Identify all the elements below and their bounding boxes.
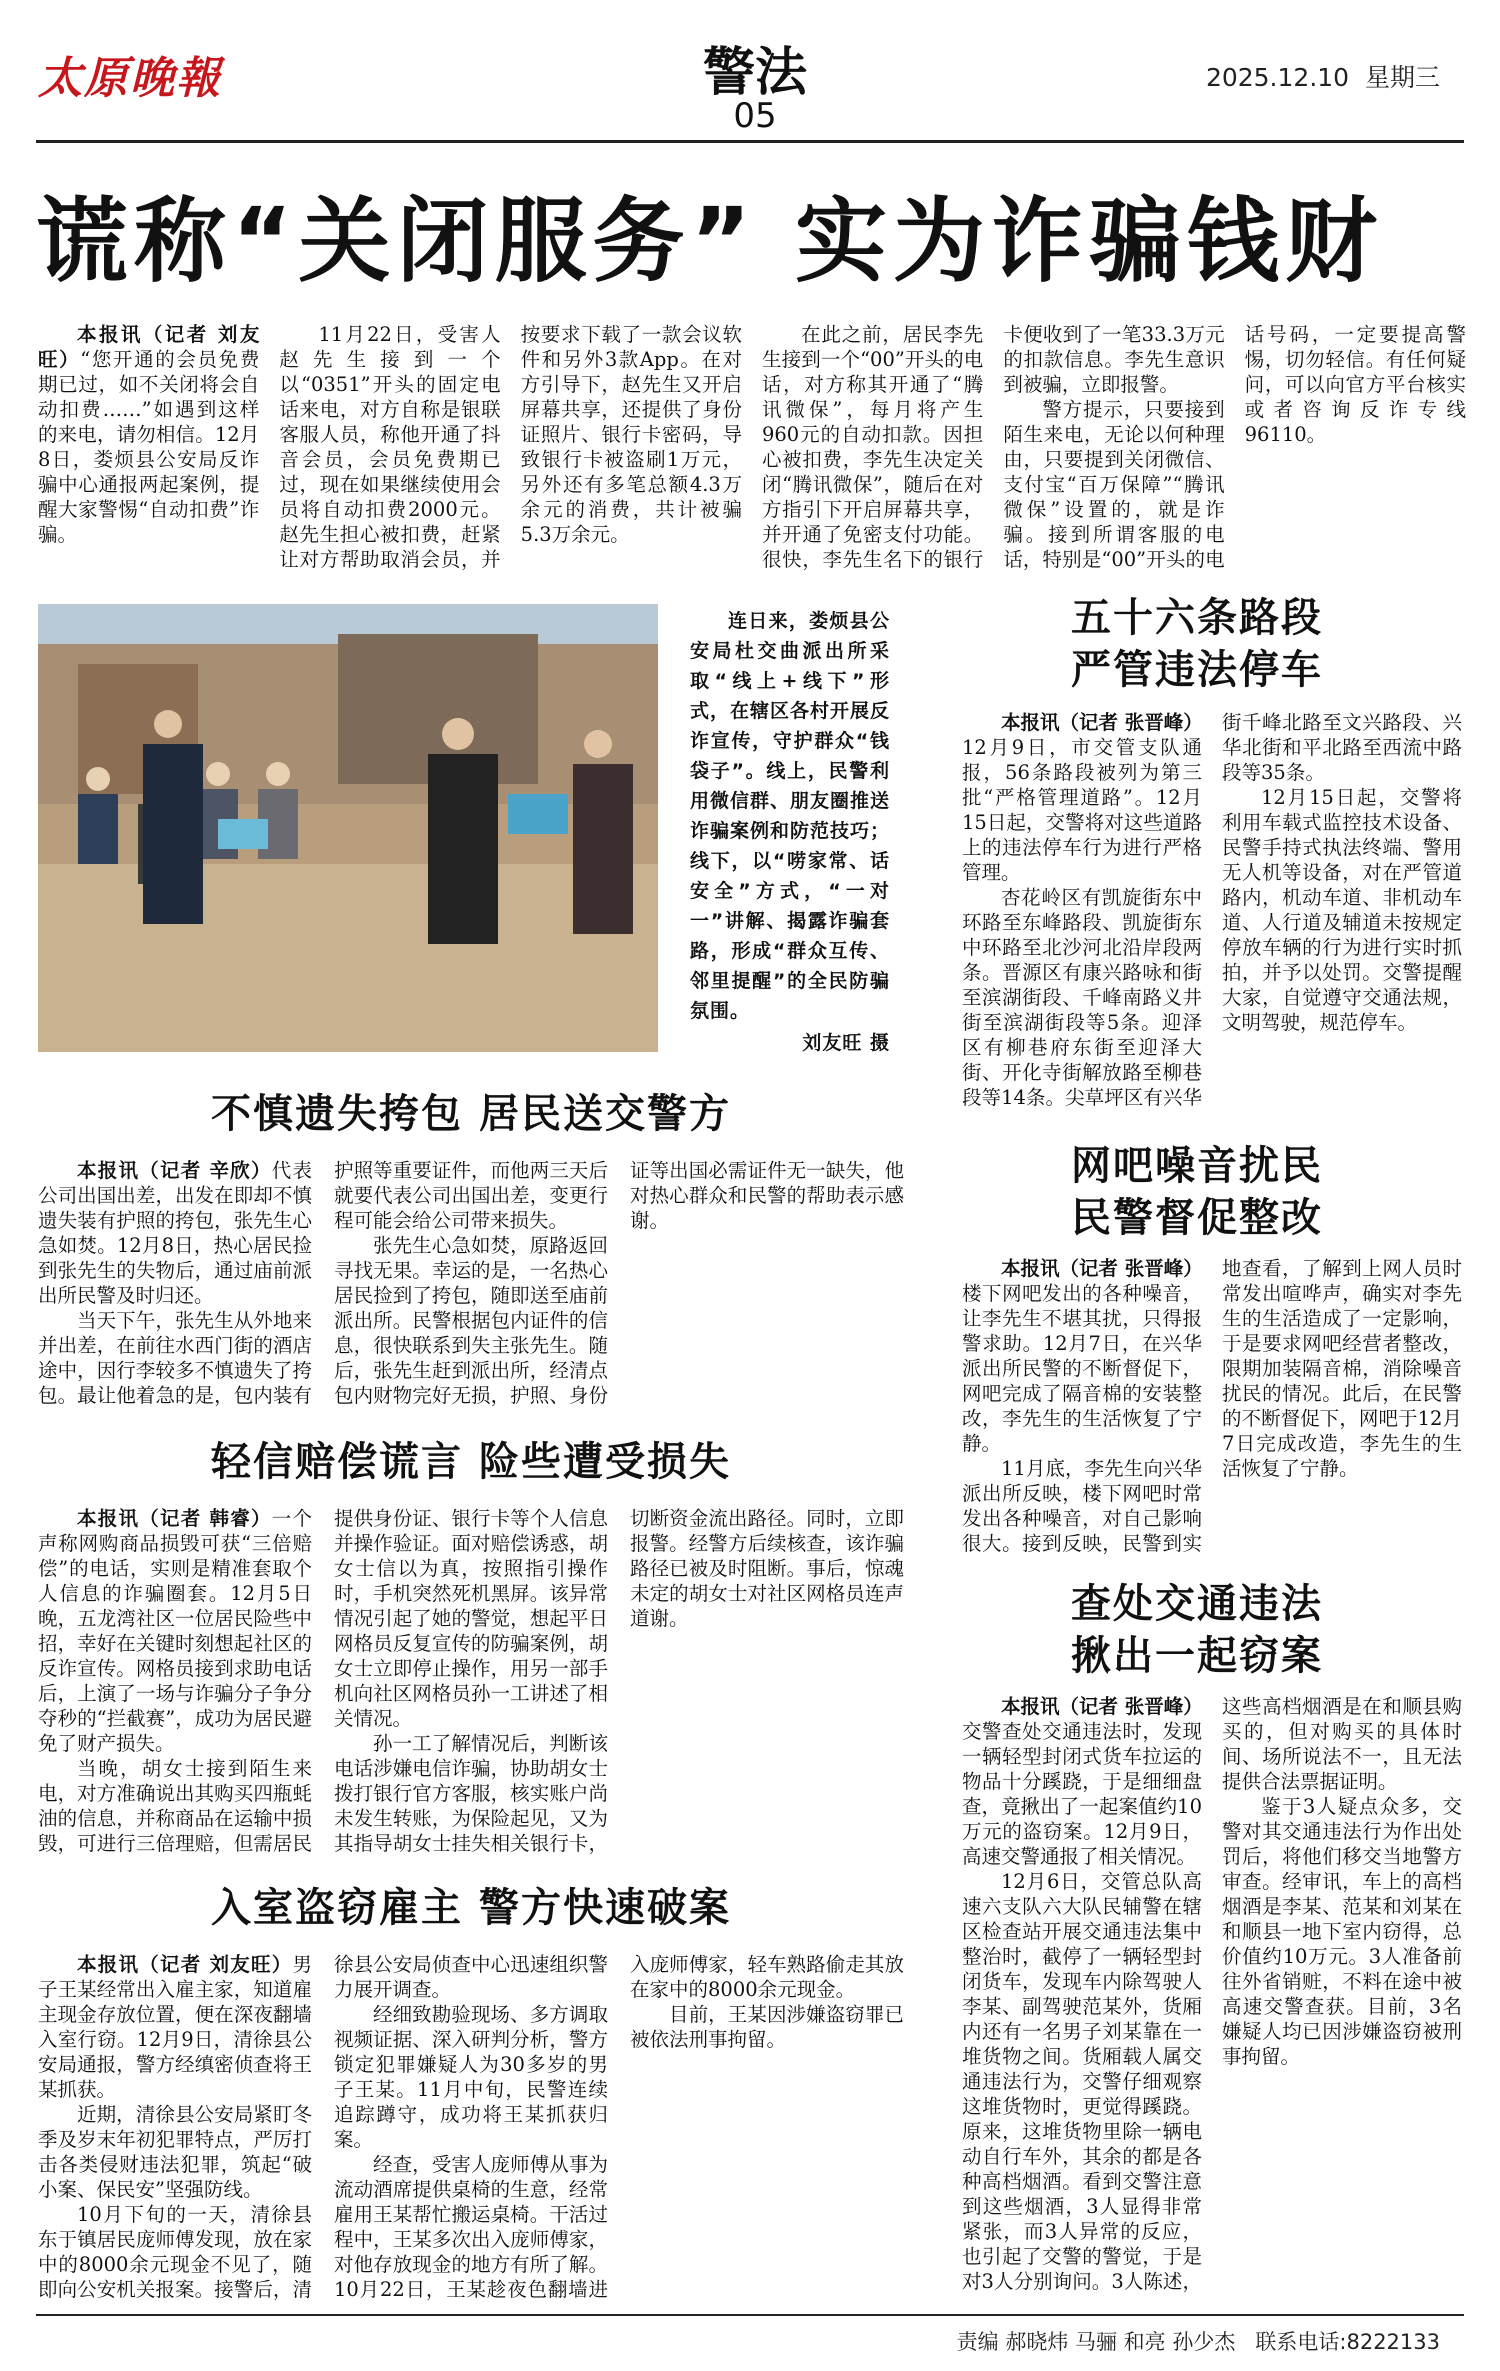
issue-date — [1206, 58, 1440, 94]
scam-p0 — [38, 1506, 312, 1756]
scam-p0-text: 一个声称网购商品损毁可获“三倍赔偿”的电话，实则是精准套取个人信息的诈骗圈套。12月5日晚，五龙湾社区一位居民险些中招，幸好在关键时刻想起社区的反诈宣传。网格员接到求助电话后，上演了一场与诈骗分子争分夺秒的“拦截赛”，成功为居民避免了财产损失。 — [38, 1507, 312, 1755]
footer-editors: 郝晓炜 马骊 和亮 孙少杰 — [1005, 2330, 1236, 2354]
theft-p2: 10月下旬的一天，清徐县东于镇居民庞师傅发现，放在家中的8000余元现金不见了，随即向公安机关报案。接警后，清徐县公安局侦查中心迅速组织警力展开调查。 — [38, 1953, 608, 2301]
noise-byline: 本报讯（记者 张晋峰） — [1001, 1257, 1203, 1280]
scam-article — [38, 1506, 904, 1862]
scam-byline: 本报讯（记者 韩睿） — [77, 1507, 272, 1530]
masthead-rule — [36, 140, 1464, 143]
page-number: 05 — [733, 96, 777, 136]
footer-phone: 8222133 — [1346, 2330, 1440, 2354]
bag-p0-text: 代表公司出国出差，出发在即却不慎遗失装有护照的挎包，张先生心急如焚。12月8日，热心居民捡到张先生的失物后，通过庙前派出所民警及时归还。 — [38, 1159, 312, 1307]
newspaper-logo: 太原晚報 — [38, 53, 222, 104]
photo-caption-text: 连日来，娄烦县公安局杜交曲派出所采取“线上+线下”形式，在辖区各村开展反诈宣传，守护群众“钱袋子”。线上，民警利用微信群、朋友圈推送诈骗案例和防范技巧；线下，以“唠家常、话安全”方式，“一对一”讲解、揭露诈骗套路，形成“群众互传、邻里提醒”的全民防骗氛围。 — [690, 610, 891, 1022]
parking-article — [962, 710, 1462, 1118]
bag-article — [38, 1158, 904, 1416]
lead-p3: 警方提示，只要接到陌生来电，无论以何种理由，只要提到关闭微信、支付宝“百万保障”“腾讯微保”设置的，就是诈骗。接到所谓客服的电话，特别是“00”开头的电话号码，一定要提高警惕，切勿轻信。有任何疑问，可以向官方平台核实或者咨询反诈专线96110。 — [1003, 323, 1466, 571]
theft-p5: 目前，王某因涉嫌盗窃罪已被依法刑事拘留。 — [630, 2003, 904, 2051]
footer-credits — [957, 2326, 1440, 2356]
photo-credit: 刘友旺 摄 — [802, 1032, 890, 1054]
bag-headline: 不慎遗失挎包 居民送交警方 — [211, 1091, 731, 1137]
lead-p1: 11月22日，受害人赵先生接到一个以“0351”开头的固定电话来电，对方自称是银联客服人员，称他开通了抖音会员，会员免费期已过，现在如果继续使用会员将自动扣费2000元。赵先生担心被扣费，赶紧让对方帮助取消会员，并按要求下载了一款会议软件和另外3款App。在对方引导下，赵先生又开启屏幕共享，还提供了身份证照片、银行卡密码，导致银行卡被盗刷1万元，另外还有多笔总额4.3万余元的消费，共计被骗5.3万余元。 — [279, 323, 742, 571]
traffic-byline: 本报讯（记者 张晋峰） — [1001, 1695, 1203, 1718]
traffic-article — [962, 1694, 1462, 2308]
photo-anti-fraud-campaign — [38, 604, 658, 1052]
lead-byline: 本报讯（记者 刘友旺） — [38, 323, 260, 371]
theft-p4: 经查，受害人庞师傅从事为流动酒席提供桌椅的生意，经常雇用王某帮忙搬运桌椅。干活过程中，王某多次出入庞师傅家，对他存放现金的地方有所了解。10月22日，王某趁夜色翻墙进入庞师傅家，轻车熟路偷走其放在家中的8000余元现金。 — [334, 1953, 904, 2301]
noise-article — [962, 1256, 1462, 1556]
bag-p0 — [38, 1158, 312, 1308]
theft-p3: 经细致勘验现场、多方调取视频证据、深入研判分析，警方锁定犯罪嫌疑人为30多岁的男子王某。11月中旬，民警连续追踪蹲守，成功将王某抓获归案。 — [334, 2003, 608, 2151]
theft-p0-text: 男子王某经常出入雇主家，知道雇主现金存放位置，便在深夜翻墙入室行窃。12月9日，清徐县公安局通报，警方经缜密侦查将王某抓获。 — [38, 1953, 312, 2101]
traffic-headline — [930, 1578, 1464, 1682]
lead-article — [38, 322, 1466, 586]
parking-byline: 本报讯（记者 张晋峰） — [1001, 711, 1203, 734]
bag-byline: 本报讯（记者 辛欣） — [77, 1159, 272, 1182]
parking-p2: 12月15日起，交警将利用车载式监控技术设备、民警手持式执法终端、警用无人机等设备，对在严管道路内，机动车道、非机动车道、人行道及辅道未按规定停放车辆的行为进行实时抓拍，并予以处罚。交警提醒大家，自觉遵守交通法规，文明驾驶，规范停车。 — [1222, 786, 1462, 1034]
footer-rule — [36, 2314, 1464, 2316]
traffic-p2: 鉴于3人疑点众多，交警对其交通违法行为作出处罚后，将他们移交当地警方审查。经审讯，车上的高档烟酒是李某、范某和刘某在和顺县一地下室内窃得，总价值约10万元。3人准备前往外省销赃，不料在途中被高速交警查获。目前，3名嫌疑人均已因涉嫌盗窃被刑事拘留。 — [1222, 1795, 1462, 2068]
bag-p1: 当天下午，张先生从外地来并出差，在前往水西门街的酒店途中，因行李较多不慎遗失了挎包。最让他着急的是，包内装有护照等重要证件，而他两三天后就要代表公司出国出差，变更行程可能会给公司带来损失。 — [38, 1159, 608, 1407]
lead-p2: 在此之前，居民李先生接到一个“00”开头的电话，对方称其开通了“腾讯微保”，每月将产生960元的自动扣款。因担心被扣费，李先生决定关闭“腾讯微保”，随后在对方指引下开启屏幕共享，并开通了免密支付功能。很快，李先生名下的银行卡便收到了一笔33.3万元的扣款信息。李先生意识到被骗，立即报警。 — [761, 323, 1225, 571]
photo-illustration — [38, 604, 658, 1052]
noise-p0 — [962, 1256, 1202, 1456]
scam-p2: 孙一工了解情况后，判断该电话涉嫌电信诈骗，协助胡女士拨打银行官方客服，核实账户尚未发生转账，为保险起见，又为其指导胡女士挂失相关银行卡，切断资金流出路径。同时，立即报警。经警方后续核查，该诈骗路径已被及时阻断。事后，惊魂未定的胡女士对社区网格员连声道谢。 — [334, 1507, 904, 1855]
footer-editor-label: 责编 — [956, 2330, 999, 2354]
parking-headline — [930, 592, 1464, 696]
traffic-p1: 12月6日，交管总队高速六支队六大队民辅警在辖区检查站开展交通违法集中整治时，截停了一辆轻型封闭货车，发现车内除驾驶人李某、副驾驶范某外，货厢内还有一名男子刘某靠在一堆货物之间。货厢载人属交通违法行为，交警仔细观察这堆货物时，更觉得蹊跷。原来，这堆货物里除一辆电动自行车外，其余的都是各种高档烟酒。看到交警注意到这些烟酒，3人显得非常紧张，而3人异常的反应，也引起了交警的警觉，于是对3人分别询问。3人陈述，这些高档烟酒是在和顺县购买的，但对购买的具体时间、场所说法不一，且无法提供合法票据证明。 — [962, 1695, 1462, 2293]
traffic-headline-line1: 查处交通违法 — [1071, 1581, 1323, 1627]
noise-p1: 11月底，李先生向兴华派出所反映，楼下网吧时常发出各种噪音，对自己影响很大。接到反映，民警到实地查看，了解到上网人员时常发出喧哗声，确实对李先生的生活造成了一定影响，于是要求网吧经营者整改，限期加装隔音棉，消除噪音扰民的情况。此后，在民警的不断督促下，网吧于12月7日完成改造，李先生的生活恢复了宁静。 — [962, 1257, 1462, 1555]
theft-headline: 入室盗窃雇主 警方快速破案 — [211, 1885, 731, 1931]
weekday: 星期三 — [1364, 63, 1440, 92]
date: 2025.12.10 — [1205, 63, 1350, 92]
theft-article — [38, 1952, 904, 2308]
footer-phone-label: 联系电话: — [1255, 2330, 1347, 2354]
traffic-p0 — [962, 1694, 1202, 1869]
parking-p1: 杏花岭区有凯旋街东中环路至东峰路段、凯旋街东中环路至北沙河北沿岸段两条。晋源区有康兴路咏和街至滨湖街段、千峰南路义井街至滨湖街段等5条。迎泽区有柳巷府东街至迎泽大街、开化寺街解放路至柳巷段等14条。尖草坪区有兴华街千峰北路至文兴路段、兴华北街和平北路至西流中路段等35条。 — [962, 711, 1462, 1109]
parking-p0-text: 12月9日，市交管支队通报，56条路段被列为第三批“严格管理道路”。12月15日起，交警将对这些道路上的违法停车行为进行严格管理。 — [962, 736, 1202, 884]
noise-headline — [930, 1140, 1464, 1244]
main-headline: 谎称“关闭服务” 实为诈骗钱财 — [36, 188, 1383, 295]
scam-headline: 轻信赔偿谎言 险些遭受损失 — [211, 1439, 731, 1485]
parking-p0 — [962, 710, 1202, 885]
theft-p0 — [38, 1952, 312, 2102]
traffic-headline-line2: 揪出一起窃案 — [1071, 1633, 1323, 1679]
noise-headline-line1: 网吧噪音扰民 — [1071, 1143, 1323, 1189]
section-name: 警法 — [702, 42, 807, 103]
theft-p1: 近期，清徐县公安局紧盯冬季及岁末年初犯罪特点，严厉打击各类侵财违法犯罪，筑起“破小案、保民安”坚强防线。 — [38, 2103, 312, 2201]
parking-headline-line1: 五十六条路段 — [1071, 595, 1323, 641]
bag-p2: 张先生心急如焚，原路返回寻找无果。幸运的是，一名热心居民捡到了挎包，随即送至庙前派出所。民警根据包内证件的信息，很快联系到失主张先生。随后，张先生赶到派出所，经清点包内财物完好无损，护照、身份证等出国必需证件无一缺失，他对热心群众和民警的帮助表示感谢。 — [334, 1159, 904, 1407]
photo-caption — [690, 606, 890, 1058]
noise-p0-text: 楼下网吧发出的各种噪音，让李先生不堪其扰，只得报警求助。12月7日，在兴华派出所民警的不断督促下，网吧完成了隔音棉的安装整改，李先生的生活恢复了宁静。 — [962, 1282, 1202, 1455]
parking-headline-line2: 严管违法停车 — [1071, 647, 1323, 693]
theft-byline: 本报讯（记者 刘友旺） — [77, 1953, 293, 1976]
lead-p0-text: “您开通的会员免费期已过，如不关闭将会自动扣费……”如遇到这样的来电，请勿相信。12月8日，娄烦县公安局反诈骗中心通报两起案例，提醒大家警惕“自动扣费”诈骗。 — [38, 348, 260, 546]
scam-p1: 当晚，胡女士接到陌生来电，对方准确说出其购买四瓶蚝油的信息，并称商品在运输中损毁，可进行三倍理赔，但需居民提供身份证、银行卡等个人信息并操作验证。面对赔偿诱惑，胡女士信以为真，按照指引操作时，手机突然死机黑屏。该异常情况引起了她的警觉，想起平日网格员反复宣传的防骗案例，胡女士立即停止操作，用另一部手机向社区网格员孙一工讲述了相关情况。 — [38, 1507, 608, 1855]
lead-p0 — [38, 322, 259, 547]
traffic-p0-text: 交警查处交通违法时，发现一辆轻型封闭式货车拉运的物品十分蹊跷，于是细细盘查，竟揪出了一起案值约10万元的盗窃案。12月9日，高速交警通报了相关情况。 — [962, 1720, 1202, 1868]
noise-headline-line2: 民警督促整改 — [1071, 1195, 1323, 1241]
